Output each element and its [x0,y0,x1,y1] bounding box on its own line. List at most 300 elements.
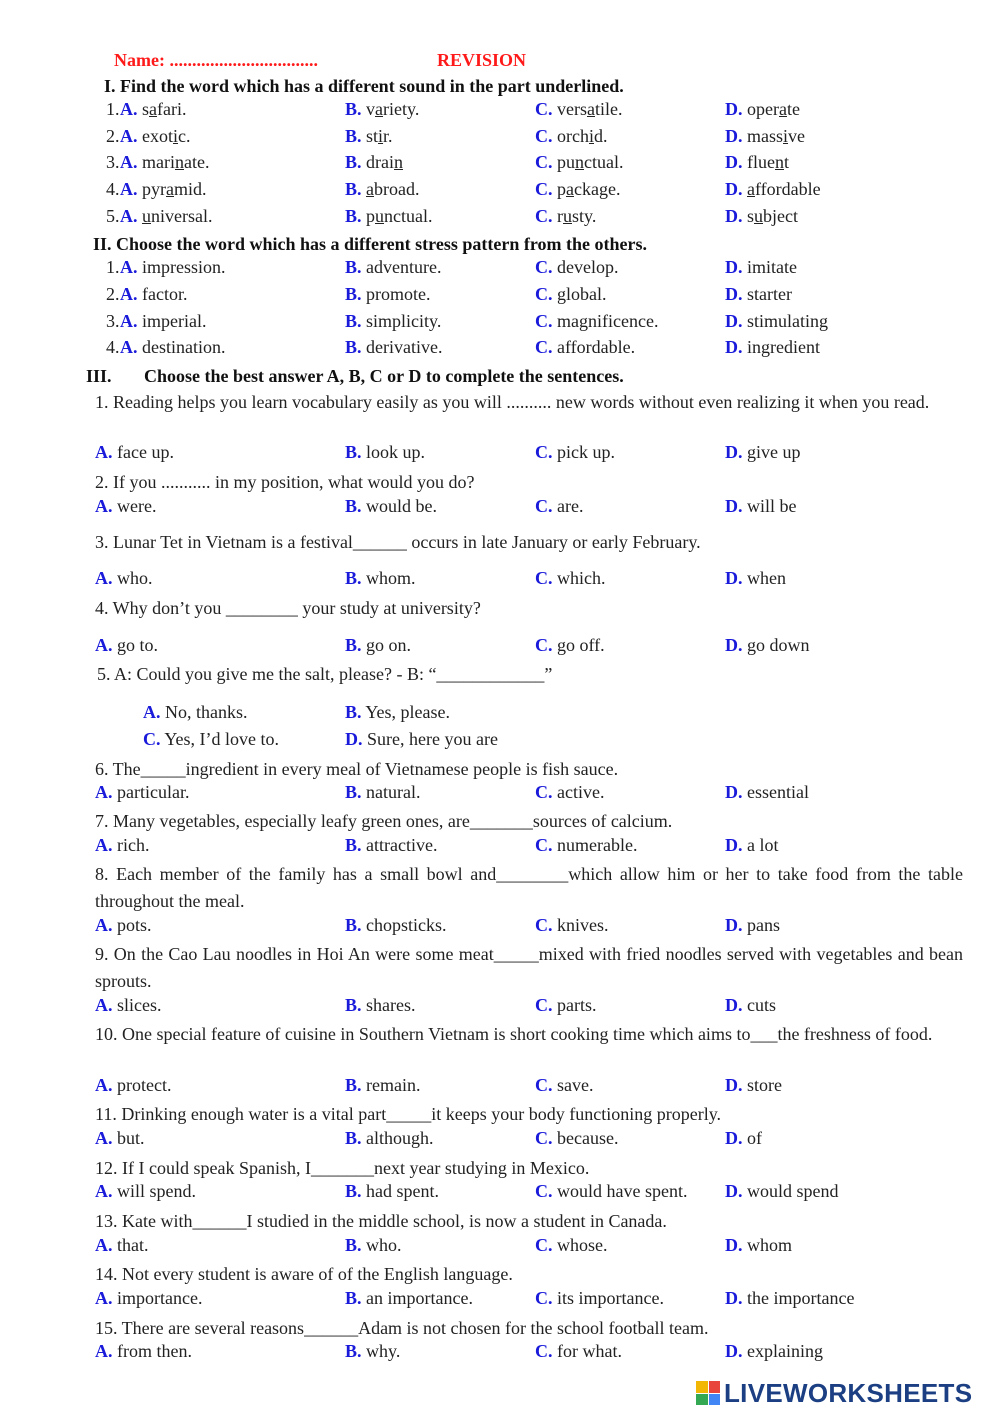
answer-option[interactable] [95,1235,149,1256]
option-letter: D. [725,835,743,855]
option-text: parts. [557,995,597,1015]
option-letter: C. [535,1075,553,1095]
option-letter: D. [725,284,743,304]
option-letter: B. [345,1128,362,1148]
option-letter: C. [143,729,161,749]
option-text: tile. [595,99,623,119]
option-letter: A. [120,257,138,277]
option-letter: C. [535,1235,553,1255]
option-letter: B. [345,782,362,802]
option-letter: C. [535,568,553,588]
underlined-part: n [175,152,184,172]
answer-option[interactable] [345,702,450,723]
answer-option[interactable] [535,284,607,305]
answer-option[interactable] [345,99,419,120]
option-text: p [557,179,566,199]
option-text: although. [366,1128,434,1148]
option-letter: C. [535,1181,553,1201]
option-text: a lot [747,835,779,855]
answer-option[interactable] [535,1235,608,1256]
option-text: but. [117,1128,145,1148]
answer-option[interactable] [345,126,393,147]
option-text: s [142,99,150,119]
answer-option[interactable] [725,1075,782,1096]
answer-option[interactable] [725,635,810,656]
option-text: shares. [366,995,416,1015]
answer-option[interactable] [95,1075,171,1096]
underlined-part: a [166,179,174,199]
option-text: pick up. [557,442,615,462]
answer-option[interactable] [345,568,416,589]
option-text: d. [594,126,608,146]
option-letter: D. [725,442,743,462]
answer-option[interactable] [345,152,403,173]
option-letter: B. [345,126,362,146]
option-letter: B. [345,915,362,935]
answer-option[interactable] [725,179,821,200]
option-letter: A. [95,1341,113,1361]
option-text: v [366,99,376,119]
option-text: rich. [117,835,150,855]
option-text: cuts [747,995,776,1015]
option-text: whom [747,1235,792,1255]
option-letter: B. [345,284,362,304]
underlined-part: a [778,99,787,119]
answer-option[interactable] [120,126,191,147]
question-text: 5. A: Could you give me the salt, please? - B: “____________” [97,664,553,684]
option-letter: D. [725,152,743,172]
answer-option[interactable] [95,915,152,936]
option-letter: B. [345,1235,362,1255]
answer-option[interactable] [535,1075,593,1096]
option-text: for what. [557,1341,622,1361]
answer-option[interactable] [725,337,820,358]
option-letter: A. [95,442,113,462]
option-text: ckage. [574,179,621,199]
answer-option[interactable] [725,1181,839,1202]
option-text: natural. [366,782,421,802]
option-letter: A. [95,1288,113,1308]
answer-option[interactable] [95,635,158,656]
option-text: riety. [383,99,420,119]
option-text: the importance [747,1288,855,1308]
answer-option[interactable] [95,1128,145,1149]
answer-option[interactable] [95,1288,202,1309]
option-letter: B. [345,702,362,722]
option-text: particular. [117,782,190,802]
option-letter: C. [535,311,553,331]
option-letter: A. [95,1128,113,1148]
item-number: 3. [106,311,120,331]
answer-option[interactable] [345,1128,434,1149]
option-text: global. [557,284,607,304]
option-letter: B. [345,179,362,199]
option-text: who. [366,1235,402,1255]
option-text: promote. [366,284,431,304]
option-letter: A. [120,152,138,172]
question-text: 11. Drinking enough water is a vital part_____it keeps your body functioning properly. [95,1104,722,1124]
option-text: remain. [366,1075,421,1095]
option-letter: C. [535,835,553,855]
answer-option[interactable] [345,1341,400,1362]
answer-option[interactable] [725,915,780,936]
option-text: importance. [117,1288,203,1308]
option-text: niversal. [151,206,213,226]
answer-option[interactable] [725,835,779,856]
item-number: 3. [106,152,120,172]
answer-option[interactable] [535,206,596,227]
option-letter: B. [345,99,362,119]
option-text: because. [557,1128,619,1148]
answer-option[interactable] [725,496,797,517]
option-text: mid. [174,179,207,199]
option-letter: C. [535,337,553,357]
option-text: ingredient [747,337,820,357]
underlined-part: a [375,99,384,119]
answer-option[interactable] [345,496,437,517]
answer-option[interactable] [535,337,635,358]
answer-option[interactable] [120,284,187,305]
answer-option[interactable] [725,568,786,589]
answer-option[interactable] [120,99,187,120]
option-text: bject [763,206,798,226]
section-3-number: III. [86,366,112,386]
answer-option[interactable] [345,835,437,856]
answer-option[interactable] [345,1181,439,1202]
option-text: chopsticks. [366,915,447,935]
option-letter: C. [535,496,553,516]
option-letter: D. [725,257,743,277]
option-letter: B. [345,835,362,855]
answer-option[interactable] [345,284,431,305]
option-text: st [366,126,379,146]
option-letter: A. [95,915,113,935]
answer-option[interactable] [535,1128,618,1149]
answer-option[interactable] [725,206,798,227]
option-text: derivative. [366,337,443,357]
question-text: 15. There are several reasons______Adam is not chosen for the school football team. [95,1318,709,1338]
option-text: mass [747,126,783,146]
option-text: ate. [184,152,210,172]
item-number: 2. [106,284,120,304]
underlined-part: a [149,99,158,119]
option-text: which. [557,568,606,588]
answer-option[interactable] [535,496,583,517]
underlined-part: i [783,126,789,146]
liveworksheets-logo [696,1376,972,1410]
answer-option[interactable] [345,635,411,656]
answer-option[interactable] [95,442,174,463]
underlined-part: n [394,152,403,172]
answer-option[interactable] [535,257,618,278]
option-text: No, thanks. [165,702,248,722]
option-letter: A. [95,1235,113,1255]
underlined-part: u [563,206,572,226]
answer-option[interactable] [345,179,420,200]
option-text: p [366,206,376,226]
option-letter: A. [120,337,138,357]
underlined-part: u [375,206,385,226]
option-letter: A. [95,568,113,588]
answer-option[interactable] [345,1288,473,1309]
answer-option[interactable] [725,257,797,278]
item-number: 1. [106,257,120,277]
option-letter: C. [535,442,553,462]
question-text: 9. On the Cao Lau noodles in Hoi An were some meat_____mixed with fried noodles served with vegetables and bean sprouts. [95,944,963,991]
option-text: numerable. [557,835,638,855]
option-letter: D. [725,1235,743,1255]
option-letter: C. [535,152,553,172]
answer-option[interactable] [725,311,828,332]
option-text: Yes, please. [365,702,451,722]
option-text: pans [747,915,780,935]
section-1-heading: I. Find the word which has a different sound in the part underlined. [104,76,624,96]
option-text: active. [557,782,605,802]
option-letter: B. [345,1341,362,1361]
option-letter: A. [95,835,113,855]
answer-option[interactable] [535,1288,664,1309]
option-letter: A. [143,702,161,722]
option-letter: A. [120,206,138,226]
underlined-part: i [588,126,594,146]
option-letter: C. [535,284,553,304]
option-text: r [557,206,563,226]
underlined-part: i [378,126,384,146]
option-text: save. [557,1075,594,1095]
answer-option[interactable] [345,442,425,463]
option-text: te [786,99,800,119]
option-letter: C. [535,126,553,146]
answer-option[interactable] [535,99,623,120]
answer-option[interactable] [120,311,206,332]
option-text: are. [557,496,584,516]
item-number: 1. [106,99,120,119]
answer-option[interactable] [725,782,809,803]
option-text: exot [142,126,173,146]
option-letter: A. [120,311,138,331]
answer-option[interactable] [725,995,776,1016]
section-3-heading: Choose the best answer A, B, C or D to complete the sentences. [144,366,624,386]
option-text: adventure. [366,257,442,277]
answer-option[interactable] [95,496,156,517]
option-text: Sure, here you are [367,729,498,749]
option-letter: B. [345,635,362,655]
question-text: 2. If you ........... in my position, what would you do? [95,472,475,492]
answer-option[interactable] [725,152,789,173]
option-letter: D. [725,1288,743,1308]
underlined-part: a [587,99,595,119]
option-text: imperial. [142,311,207,331]
option-text: drai [366,152,394,172]
answer-option[interactable] [535,1341,622,1362]
answer-option[interactable] [725,1288,854,1309]
underlined-part: u [142,206,151,226]
answer-option[interactable] [345,729,498,750]
question-text: 10. One special feature of cuisine in Southern Vietnam is short cooking time which aims to___the freshness of food. [95,1024,933,1044]
option-letter: D. [725,311,743,331]
answer-option[interactable] [95,568,153,589]
option-letter: C. [535,206,553,226]
option-text: t [783,152,789,172]
answer-option[interactable] [95,995,162,1016]
answer-option[interactable] [535,995,597,1016]
answer-option[interactable] [345,1235,402,1256]
item-number: 4. [106,179,120,199]
answer-option[interactable] [345,782,421,803]
answer-option[interactable] [535,179,620,200]
student-name-field[interactable]: Name: ................................. [114,50,318,70]
option-text: slices. [117,995,162,1015]
answer-option[interactable] [535,152,623,173]
answer-option[interactable] [725,126,805,147]
option-text: were. [117,496,157,516]
question-text: 14. Not every student is aware of of the English language. [95,1264,513,1284]
answer-option[interactable] [120,337,226,358]
option-text: vers [557,99,587,119]
page-title: REVISION [437,50,527,70]
answer-option[interactable] [725,284,792,305]
option-letter: D. [725,782,743,802]
option-letter: C. [535,99,553,119]
underlined-part: a [566,179,574,199]
answer-option[interactable] [345,1075,421,1096]
option-text: when [747,568,786,588]
option-text: whose. [557,1235,608,1255]
option-letter: B. [345,568,362,588]
question-text: 4. Why don’t you ________ your study at university? [95,598,481,618]
option-text: explaining [747,1341,823,1361]
answer-option[interactable] [725,99,800,120]
answer-option[interactable] [345,915,447,936]
answer-option[interactable] [345,206,433,227]
option-letter: A. [95,995,113,1015]
option-text: would spend [747,1181,839,1201]
answer-option[interactable] [535,835,637,856]
item-number: 5. [106,206,120,226]
underlined-part: i [173,126,179,146]
option-letter: D. [725,1181,743,1201]
answer-option[interactable] [725,1128,762,1149]
answer-option[interactable] [725,1235,792,1256]
option-text: mari [142,152,175,172]
question-text: 12. If I could speak Spanish, I_______next year studying in Mexico. [95,1158,590,1178]
option-text: give up [747,442,801,462]
underlined-part: n [774,152,784,172]
answer-option[interactable] [95,782,189,803]
item-number: 4. [106,337,120,357]
answer-option[interactable] [535,126,608,147]
option-letter: C. [535,257,553,277]
answer-option[interactable] [120,152,209,173]
option-text: destination. [142,337,226,357]
option-text: ve [788,126,806,146]
option-text: from then. [117,1341,192,1361]
answer-option[interactable] [725,1341,823,1362]
answer-option[interactable] [345,257,441,278]
option-letter: B. [345,1075,362,1095]
answer-option[interactable] [95,1181,196,1202]
option-text: c. [178,126,191,146]
answer-option[interactable] [345,337,442,358]
answer-option[interactable] [120,206,212,227]
answer-option[interactable] [95,1341,192,1362]
answer-option[interactable] [535,915,609,936]
option-text: why. [366,1341,401,1361]
answer-option[interactable] [345,995,416,1016]
option-text: pyr [142,179,166,199]
answer-option[interactable] [535,568,606,589]
option-letter: A. [95,496,113,516]
option-letter: D. [725,179,743,199]
option-letter: D. [345,729,363,749]
option-letter: B. [345,152,362,172]
answer-option[interactable] [535,635,605,656]
option-text: oper [747,99,779,119]
option-text: imitate [747,257,797,277]
option-letter: D. [725,1128,743,1148]
option-letter: C. [535,635,553,655]
option-text: fari. [157,99,187,119]
answer-option[interactable] [120,179,207,200]
option-letter: D. [725,337,743,357]
option-text: will be [747,496,797,516]
option-text: affordable. [557,337,636,357]
option-text: whom. [366,568,416,588]
option-letter: D. [725,568,743,588]
logo-mark-icon [696,1381,720,1405]
option-letter: B. [345,1288,362,1308]
option-text: face up. [117,442,174,462]
option-text: pots. [117,915,152,935]
question-text: 7. Many vegetables, especially leafy green ones, are_______sources of calcium. [95,811,673,831]
option-letter: B. [345,257,362,277]
answer-option[interactable] [143,729,279,750]
option-letter: C. [535,1128,553,1148]
answer-option[interactable] [143,702,248,723]
answer-option[interactable] [535,782,604,803]
option-letter: C. [535,1341,553,1361]
option-text: nctual. [384,206,433,226]
answer-option[interactable] [120,257,226,278]
option-letter: A. [95,1181,113,1201]
option-letter: A. [95,635,113,655]
answer-option[interactable] [535,311,658,332]
question-text: 13. Kate with______I studied in the middle school, is now a student in Canada. [95,1211,667,1231]
option-letter: C. [535,782,553,802]
answer-option[interactable] [95,835,149,856]
question-text: 8. Each member of the family has a small bowl and________which allow him or her to take food from the table throughout the meal. [95,864,963,911]
option-text: who. [117,568,153,588]
answer-option[interactable] [345,311,441,332]
option-text: magnificence. [557,311,659,331]
option-text: orch [557,126,589,146]
logo-wordmark: LIVEWORKSHEETS [724,1377,973,1408]
underlined-part: n [575,152,584,172]
option-letter: D. [725,915,743,935]
option-text: knives. [557,915,609,935]
option-letter: D. [725,99,743,119]
option-text: go to. [117,635,159,655]
option-text: look up. [366,442,426,462]
option-text: impression. [142,257,226,277]
answer-option[interactable] [535,442,615,463]
option-letter: D. [725,1075,743,1095]
answer-option[interactable] [535,1181,687,1202]
option-text: would have spent. [557,1181,688,1201]
answer-option[interactable] [725,442,801,463]
option-letter: A. [120,99,138,119]
option-text: Yes, I’d love to. [164,729,280,749]
